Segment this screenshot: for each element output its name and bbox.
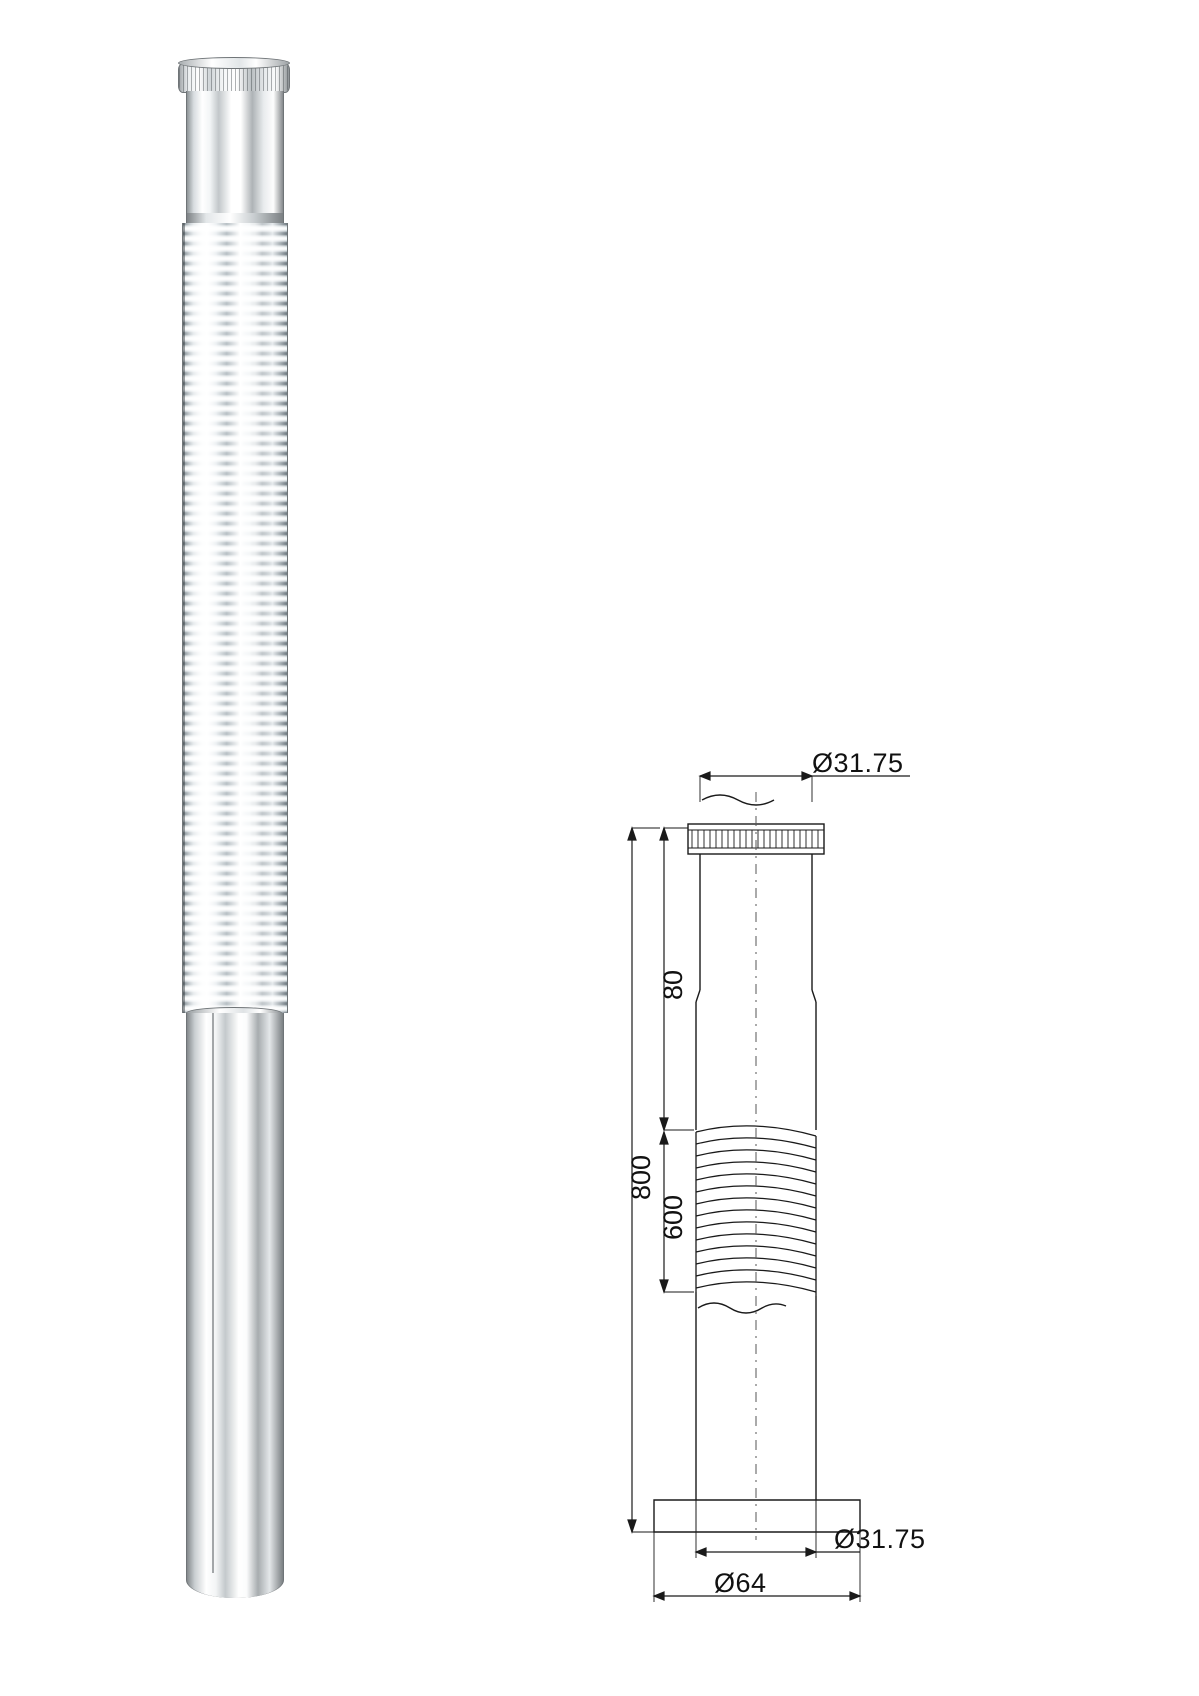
- lower-straight-tube: [186, 1013, 284, 1598]
- upper-straight-section: [186, 91, 284, 216]
- tube-edge-highlight: [212, 1013, 214, 1573]
- cap-top-ellipse: [178, 57, 290, 69]
- corrugated-bellows-section: [182, 223, 288, 1013]
- dim-label-dia-top: Ø31.75: [812, 748, 904, 778]
- orthographic-view: [610, 740, 1170, 1620]
- dim-label-dia-flange: Ø64: [714, 1568, 767, 1598]
- extension-lines-dia-outlet: [696, 1532, 816, 1558]
- dim-label-600: 600: [658, 1194, 688, 1240]
- dim-label-800: 800: [626, 1154, 656, 1200]
- flange-body: [654, 1500, 860, 1532]
- bellows-coils: [696, 1126, 816, 1296]
- dim-label-80: 80: [658, 969, 688, 1000]
- break-line-top: [702, 795, 774, 805]
- collar-step: [186, 213, 284, 223]
- product-3d-view: [160, 55, 300, 1615]
- break-line-bottom: [698, 1303, 786, 1313]
- dim-label-dia-outlet: Ø31.75: [834, 1524, 926, 1554]
- drawing-geometry: [610, 740, 1170, 1620]
